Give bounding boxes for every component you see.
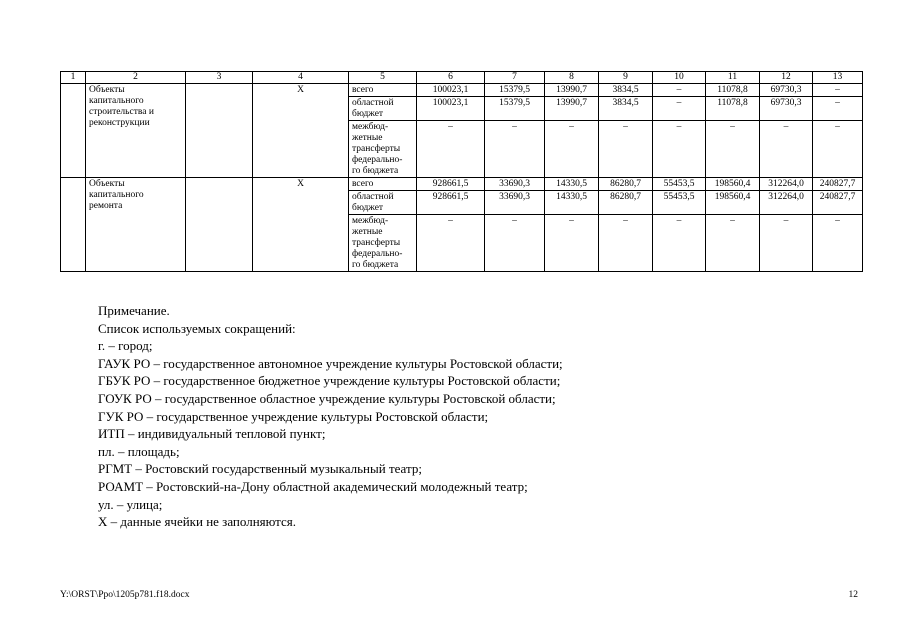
funding-source-line: трансферты [352,238,401,248]
funding-source-cell [349,84,417,97]
funding-source-line: всего [352,179,374,189]
note-line: ул. – улица; [98,496,163,512]
value-cell: 14330,5 [545,178,599,191]
value-cell: – [813,84,863,97]
value-cell: 55453,5 [653,191,706,215]
object-name-line: капитального [89,96,144,106]
value-cell: 198560,4 [706,191,760,215]
object-name-line: реконструкции [89,118,150,128]
funding-source-line: межбюд- [352,216,389,226]
object-name-cell [86,178,186,272]
column-number-cell: 2 [86,72,186,84]
funding-source-line: го бюджета [352,260,399,270]
value-cell: – [545,215,599,272]
note-line: пл. – площадь; [98,443,180,459]
value-cell: – [760,215,813,272]
value-cell: 240827,7 [813,178,863,191]
value-cell: – [485,215,545,272]
value-cell: 13990,7 [545,84,599,97]
value-cell: 198560,4 [706,178,760,191]
funding-source-line: жетные [352,133,383,143]
value-cell: – [485,121,545,178]
funding-source-line: областной [352,192,394,202]
value-cell: 69730,3 [760,97,813,121]
table-row [61,84,863,97]
object-name-line: ремонта [89,201,123,211]
funding-source-line: межбюд- [352,122,389,132]
value-cell: 86280,7 [599,178,653,191]
column-number-cell: 5 [349,72,417,84]
table-header-row [61,72,863,84]
table-body [61,72,863,272]
footer-page-number: 12 [848,590,858,600]
note-line: ГОУК РО – государственное областное учреждение культуры Ростовской области; [98,390,556,406]
funding-source-line: трансферты [352,144,401,154]
note-line: ГУК РО – государственное учреждение культуры Ростовской области; [98,408,489,424]
footer-file-path: Y:\ORST\Ppo\1205p781.f18.docx [60,590,190,600]
value-cell: 928661,5 [417,191,485,215]
value-cell: 100023,1 [417,84,485,97]
value-cell: – [706,121,760,178]
column-number-cell: 6 [417,72,485,84]
value-cell: – [760,121,813,178]
value-cell: – [813,215,863,272]
column-number-cell: 11 [706,72,760,84]
value-cell: – [599,121,653,178]
value-cell: – [653,84,706,97]
value-cell: – [417,121,485,178]
column-3-cell [186,178,253,272]
value-cell: 100023,1 [417,97,485,121]
value-cell: 86280,7 [599,191,653,215]
note-line: РОАМТ – Ростовский-на-Дону областной академический молодежный театр; [98,478,528,494]
value-cell: 312264,0 [760,178,813,191]
note-line: г. – город; [98,338,153,354]
value-cell: 14330,5 [545,191,599,215]
notes-section [98,302,563,531]
column-number-cell: 9 [599,72,653,84]
column-number-cell: 10 [653,72,706,84]
column-number-cell: 3 [186,72,253,84]
value-cell: 3834,5 [599,97,653,121]
value-cell: 55453,5 [653,178,706,191]
funding-source-line: всего [352,85,374,95]
value-cell: 15379,5 [485,97,545,121]
note-line: ГБУК РО – государственное бюджетное учреждение культуры Ростовской области; [98,373,561,389]
column-number-cell: 8 [545,72,599,84]
column-number-cell: 7 [485,72,545,84]
value-cell: 240827,7 [813,191,863,215]
value-cell: – [653,97,706,121]
funding-source-line: бюджет [352,109,384,119]
value-cell: 11078,8 [706,97,760,121]
table-row [61,178,863,191]
value-cell: 11078,8 [706,84,760,97]
object-name-line: Объекты [89,85,125,95]
value-cell: 3834,5 [599,84,653,97]
column-3-cell [186,84,253,178]
funding-source-line: бюджет [352,203,384,213]
funding-source-line: федерально- [352,155,403,165]
value-cell: 69730,3 [760,84,813,97]
value-cell: – [653,215,706,272]
note-line: ГАУК РО – государственное автономное учреждение культуры Ростовской области; [98,355,563,371]
value-cell: – [813,97,863,121]
row-index-cell [61,178,86,272]
budget-table [60,71,863,272]
column-4-cell: Х [253,84,349,178]
value-cell: 33690,3 [485,191,545,215]
funding-source-line: жетные [352,227,383,237]
notes-title: Примечание. [98,303,170,318]
column-number-cell: 1 [61,72,86,84]
value-cell: – [653,121,706,178]
note-line: ИТП – индивидуальный тепловой пункт; [98,426,326,442]
funding-source-cell [349,215,417,272]
funding-source-line: областной [352,98,394,108]
value-cell: – [813,121,863,178]
object-name-line: капитального [89,190,144,200]
object-name-cell [86,84,186,178]
value-cell: – [706,215,760,272]
funding-source-line: го бюджета [352,166,399,176]
value-cell: – [599,215,653,272]
funding-source-cell [349,178,417,191]
column-number-cell: 13 [813,72,863,84]
funding-source-cell [349,97,417,121]
value-cell: – [545,121,599,178]
value-cell: 928661,5 [417,178,485,191]
column-4-cell: Х [253,178,349,272]
funding-source-cell [349,121,417,178]
value-cell: – [417,215,485,272]
value-cell: 15379,5 [485,84,545,97]
funding-source-line: федерально- [352,249,403,259]
note-line: Х – данные ячейки не заполняются. [98,514,297,530]
value-cell: 13990,7 [545,97,599,121]
value-cell: 33690,3 [485,178,545,191]
funding-source-cell [349,191,417,215]
column-number-cell: 4 [253,72,349,84]
value-cell: 312264,0 [760,191,813,215]
object-name-line: строительства и [89,107,154,117]
note-line: РГМТ – Ростовский государственный музыкальный театр; [98,461,422,477]
column-number-cell: 12 [760,72,813,84]
note-line: Список используемых сокращений: [98,320,296,336]
row-index-cell [61,84,86,178]
object-name-line: Объекты [89,179,125,189]
